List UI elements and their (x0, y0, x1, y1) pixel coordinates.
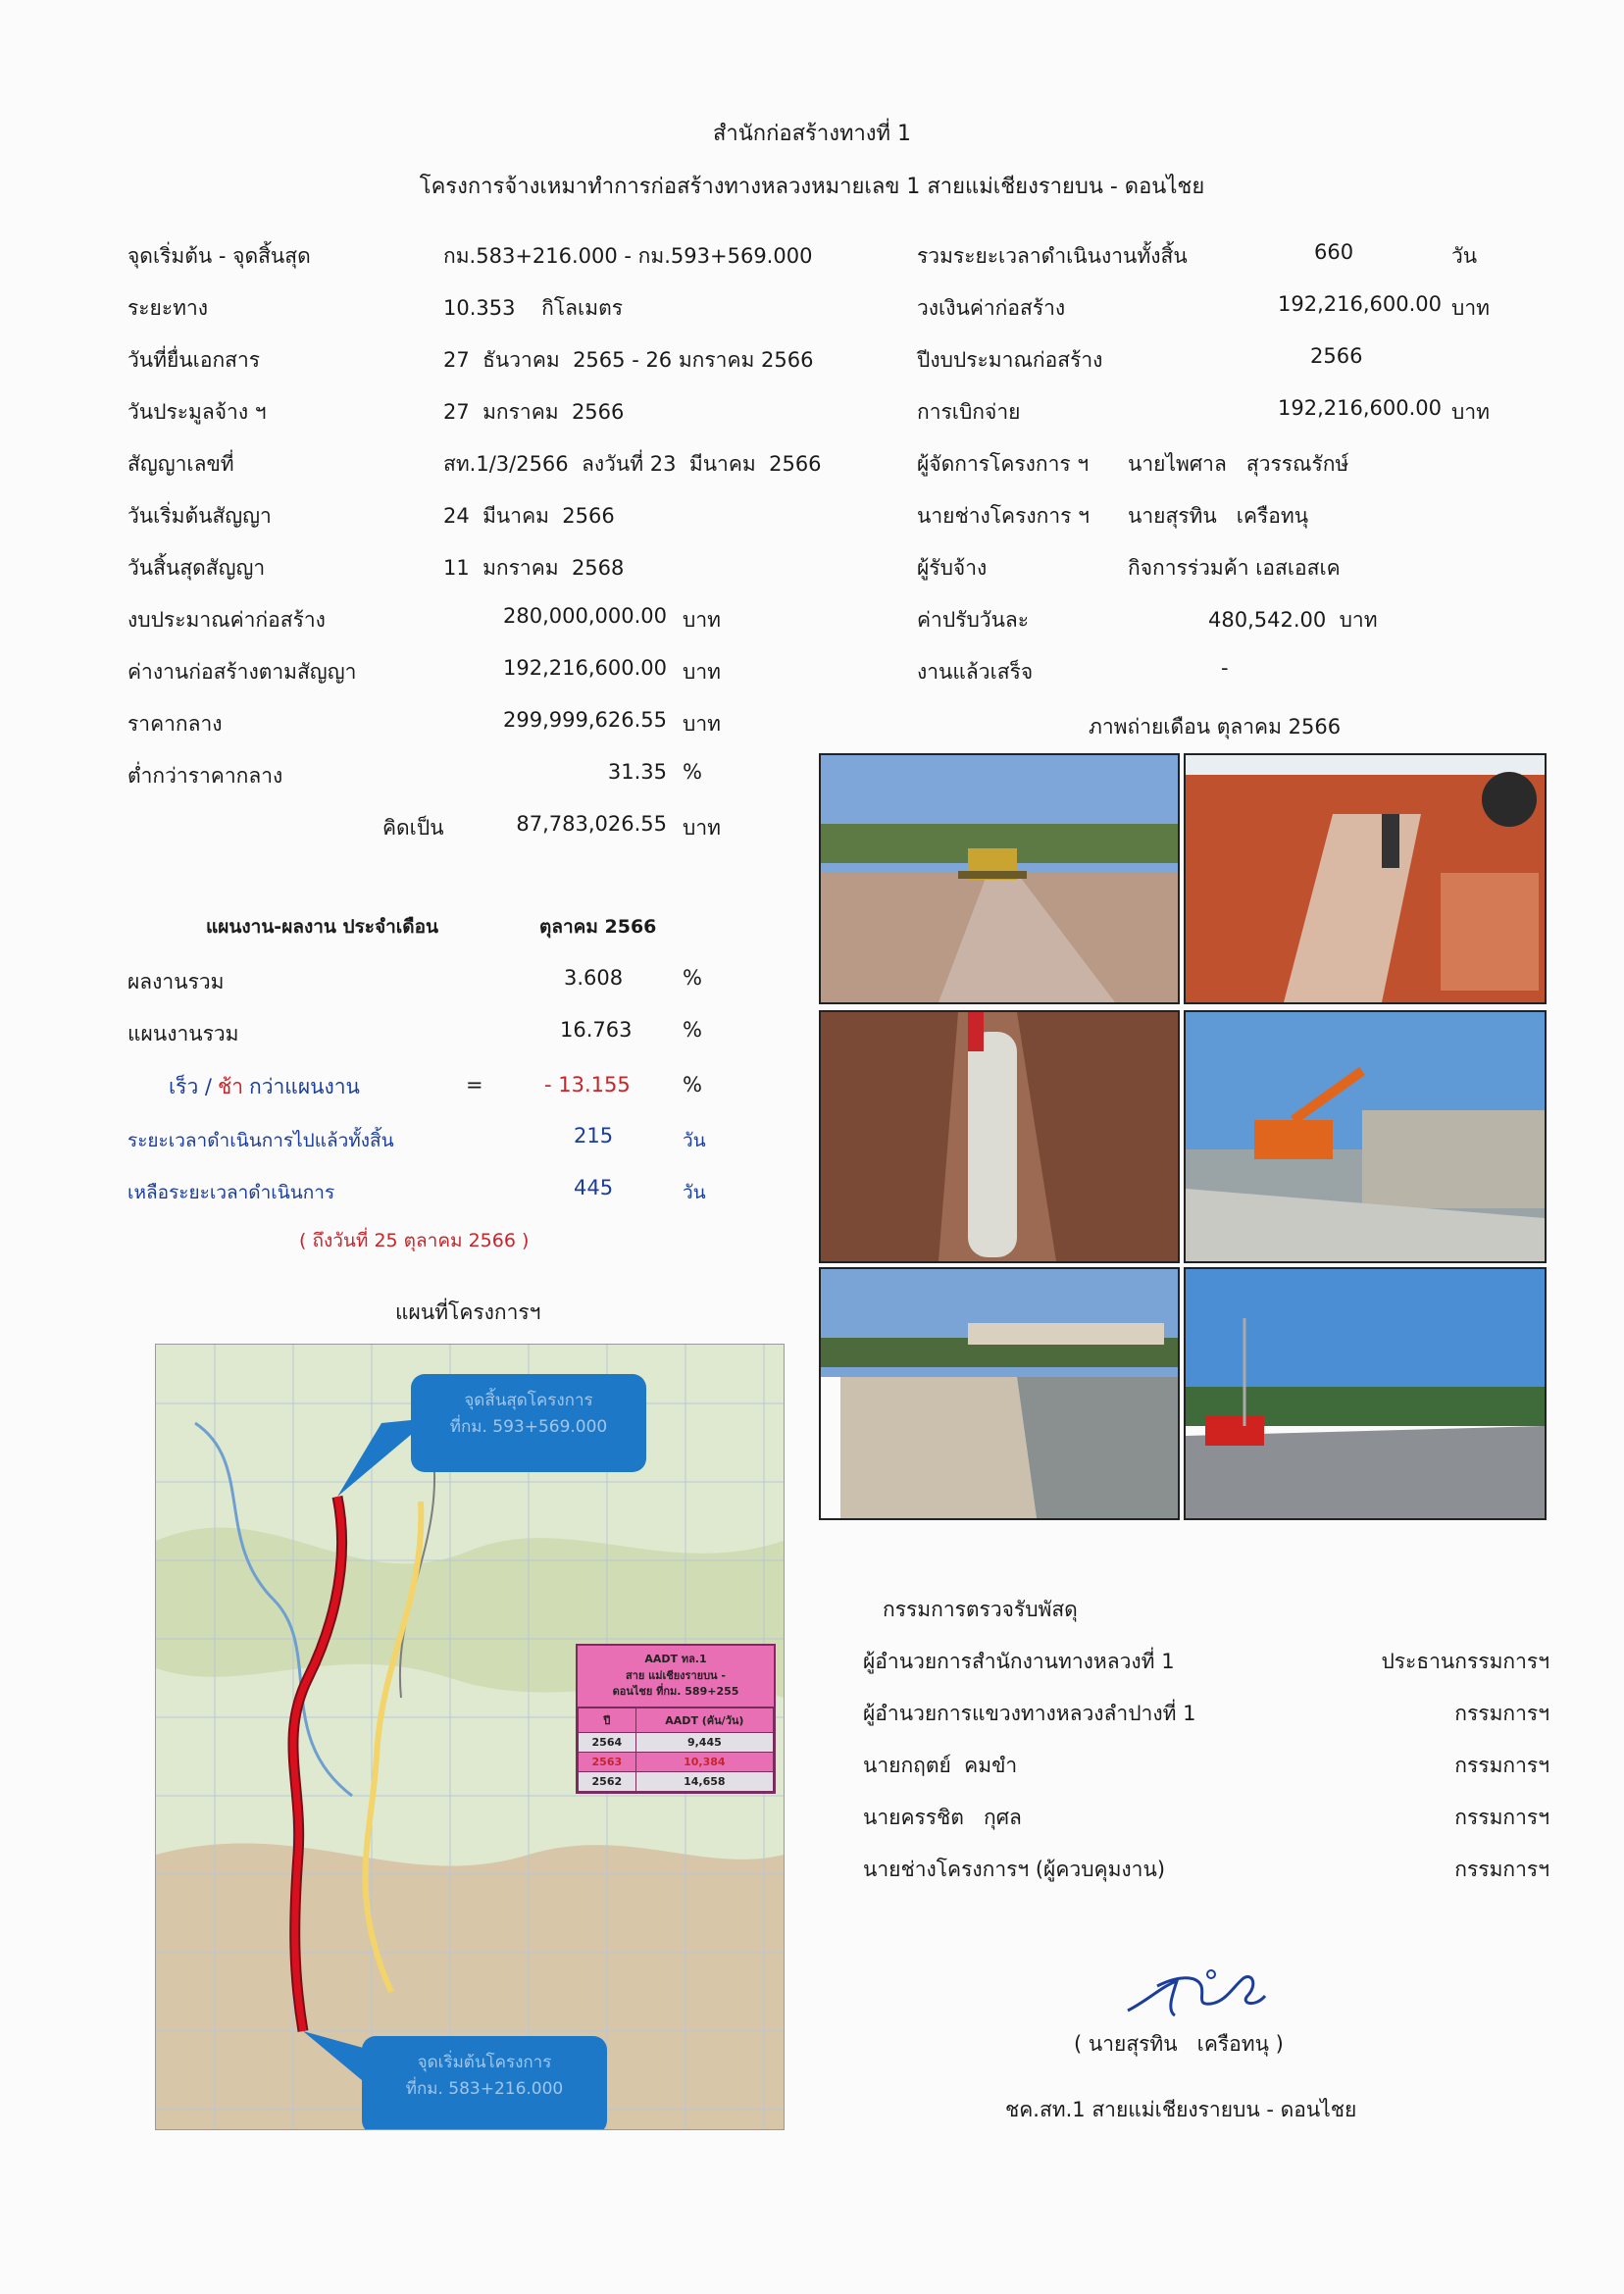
label-slow: ช้า (218, 1075, 244, 1098)
label-fiscal-year: ปีงบประมาณก่อสร้าง (917, 348, 1103, 372)
aadt-header-value: AADT (คัน/วัน) (635, 1708, 773, 1732)
value-construction-amount: 192,216,600.00 (1278, 292, 1442, 316)
value-contract-cost: 192,216,600.00 (503, 656, 667, 680)
aadt-row-value: 10,384 (635, 1752, 773, 1771)
equals-sign: = (466, 1073, 483, 1096)
committee-member-name: นายกฤตย์ คมขำ (863, 1754, 1018, 1777)
value-disbursement: 192,216,600.00 (1278, 396, 1442, 420)
label-kid-pen: คิดเป็น (382, 816, 444, 840)
label-actual-progress: ผลงานรวม (127, 970, 225, 994)
value-fiscal-year: 2566 (1310, 344, 1363, 368)
label-project-engineer: นายช่างโครงการ ฯ (917, 504, 1090, 528)
committee-member-role: กรรมการฯ (1454, 1754, 1549, 1777)
unit-actual-progress: % (683, 966, 702, 990)
value-submit-date: 27 ธันวาคม 2565 - 26 มกราคม 2566 (443, 348, 814, 372)
value-start-end: กม.583+216.000 - กม.593+569.000 (443, 244, 813, 268)
value-project-engineer: นายสุรทิน เครือทนุ (1128, 504, 1309, 528)
label-contractor: ผู้รับจ้าง (917, 556, 988, 580)
value-bid-date: 27 มกราคม 2566 (443, 400, 625, 424)
value-median-price: 299,999,626.55 (503, 708, 667, 732)
label-construction-amount: วงเงินค่าก่อสร้าง (917, 296, 1066, 320)
unit-remaining: วัน (683, 1182, 706, 1203)
project-map (155, 1344, 785, 2130)
progress-month: ตุลาคม 2566 (539, 916, 657, 938)
value-contractor: กิจการร่วมค้า เอสเอสเค (1128, 556, 1341, 580)
value-actual-progress: 3.608 (564, 966, 624, 990)
callout-start-point: จุดเริ่มต้นโครงการ ที่กม. 583+216.000 (362, 2036, 607, 2130)
photo-excavator-wall (1184, 1010, 1547, 1263)
committee-member-name: ผู้อำนวยการแขวงทางหลวงลำปางที่ 1 (863, 1702, 1196, 1725)
label-daily-fine: ค่าปรับวันละ (917, 608, 1030, 632)
aadt-row-year: 2563 (579, 1752, 636, 1771)
photo-finished-road (1184, 1267, 1547, 1520)
value-contract-start: 24 มีนาคม 2566 (443, 504, 615, 528)
photo-trench-excavation (1184, 753, 1547, 1004)
office-title: สำนักก่อสร้างทางที่ 1 (712, 122, 912, 146)
unit-below-median: % (683, 760, 702, 784)
unit-construction-amount: บาท (1451, 296, 1490, 320)
signature-mark (1118, 1957, 1275, 2025)
photos-title: ภาพถ่ายเดือน ตุลาคม 2566 (1089, 715, 1342, 739)
label-planned-progress: แผนงานรวม (127, 1022, 239, 1045)
committee-member-name: นายช่างโครงการฯ (ผู้ควบคุมงาน) (863, 1858, 1166, 1881)
map-title: แผนที่โครงการฯ (395, 1300, 541, 1324)
aadt-row-year: 2564 (579, 1732, 636, 1752)
committee-member-role: กรรมการฯ (1454, 1858, 1549, 1881)
unit-planned-progress: % (683, 1018, 702, 1042)
aadt-title: AADT ทล.1 สาย แม่เชียงรายบน - ดอนไชย ที่กม. 589+255 (578, 1646, 774, 1708)
as-of-date: ( ถึงวันที่ 25 ตุลาคม 2566 ) (299, 1230, 530, 1251)
aadt-row-value: 14,658 (635, 1771, 773, 1791)
value-project-manager: นายไพศาล สุวรรณรักษ์ (1128, 452, 1349, 476)
progress-heading: แผนงาน-ผลงาน ประจำเดือน (206, 916, 439, 938)
value-budget: 280,000,000.00 (503, 604, 667, 628)
value-below-median: 31.35 (607, 760, 667, 784)
label-distance: ระยะทาง (127, 296, 209, 320)
value-daily-fine: 480,542.00 บาท (1208, 608, 1378, 632)
committee-member-role: กรรมการฯ (1454, 1806, 1549, 1829)
value-planned-progress: 16.763 (560, 1018, 633, 1042)
value-contract-end: 11 มกราคม 2568 (443, 556, 625, 580)
value-total-duration: 660 (1314, 240, 1354, 264)
callout-end-point: จุดสิ้นสุดโครงการ ที่กม. 593+569.000 (411, 1374, 646, 1472)
label-compare-plan: กว่าแผนงาน (249, 1075, 360, 1098)
committee-member-role: ประธานกรรมการฯ (1381, 1650, 1549, 1673)
label-total-duration: รวมระยะเวลาดำเนินงานทั้งสิ้น (917, 244, 1188, 268)
value-completed: - (1221, 656, 1229, 680)
label-project-manager: ผู้จัดการโครงการ ฯ (917, 452, 1090, 476)
unit-disbursement: บาท (1451, 400, 1490, 424)
value-elapsed: 215 (574, 1124, 614, 1147)
committee-title: กรรมการตรวจรับพัสดุ (883, 1598, 1078, 1621)
label-median-price: ราคากลาง (127, 712, 223, 736)
label-contract-no: สัญญาเลขที่ (127, 452, 234, 476)
label-below-median: ต่ำกว่าราคากลาง (127, 764, 283, 788)
label-completed: งานแล้วเสร็จ (917, 660, 1034, 684)
photo-grader-road (819, 753, 1180, 1004)
signer-position: ชค.สท.1 สายแม่เชียงรายบน - ดอนไชย (1005, 2098, 1357, 2121)
label-disbursement: การเบิกจ่าย (917, 400, 1021, 424)
label-bid-date: วันประมูลจ้าง ฯ (127, 400, 267, 424)
committee-member-name: ผู้อำนวยการสำนักงานทางหลวงที่ 1 (863, 1650, 1175, 1673)
aadt-row-year: 2562 (579, 1771, 636, 1791)
value-diff: - 13.155 (544, 1073, 631, 1096)
committee-member-role: กรรมการฯ (1454, 1702, 1549, 1725)
label-remaining: เหลือระยะเวลาดำเนินการ (127, 1182, 335, 1203)
aadt-header-year: ปี (579, 1708, 636, 1732)
unit-total-duration: วัน (1451, 244, 1478, 268)
project-title: โครงการจ้างเหมาทำการก่อสร้างทางหลวงหมายเลข 1 สายแม่เชียงรายบน - ดอนไชย (419, 175, 1205, 199)
photo-retaining-wall (819, 1267, 1180, 1520)
label-contract-start: วันเริ่มต้นสัญญา (127, 504, 272, 528)
unit-median-price: บาท (683, 712, 721, 736)
label-elapsed: ระยะเวลาดำเนินการไปแล้วทั้งสิ้น (127, 1130, 394, 1151)
value-contract-no: สท.1/3/2566 ลงวันที่ 23 มีนาคม 2566 (443, 452, 822, 476)
signer-name: ( นายสุรทิน เครือทนุ ) (1074, 2032, 1284, 2056)
unit-budget: บาท (683, 608, 721, 632)
label-contract-end: วันสิ้นสุดสัญญา (127, 556, 266, 580)
committee-member-name: นายครรชิต กุศล (863, 1806, 1022, 1829)
value-distance: 10.353 กิโลเมตร (443, 296, 623, 320)
value-kid-pen: 87,783,026.55 (516, 812, 667, 836)
label-budget: งบประมาณค่าก่อสร้าง (127, 608, 326, 632)
unit-contract-cost: บาท (683, 660, 721, 684)
unit-diff: % (683, 1073, 702, 1096)
photo-pipe-laying (819, 1010, 1180, 1263)
unit-kid-pen: บาท (683, 816, 721, 840)
label-contract-cost: ค่างานก่อสร้างตามสัญญา (127, 660, 357, 684)
label-fast: เร็ว / (169, 1075, 212, 1098)
unit-elapsed: วัน (683, 1130, 706, 1151)
aadt-row-value: 9,445 (635, 1732, 773, 1752)
aadt-table (576, 1644, 776, 1794)
label-start-end: จุดเริ่มต้น - จุดสิ้นสุด (127, 244, 311, 268)
value-remaining: 445 (574, 1176, 614, 1199)
label-submit-date: วันที่ยื่นเอกสาร (127, 348, 261, 372)
